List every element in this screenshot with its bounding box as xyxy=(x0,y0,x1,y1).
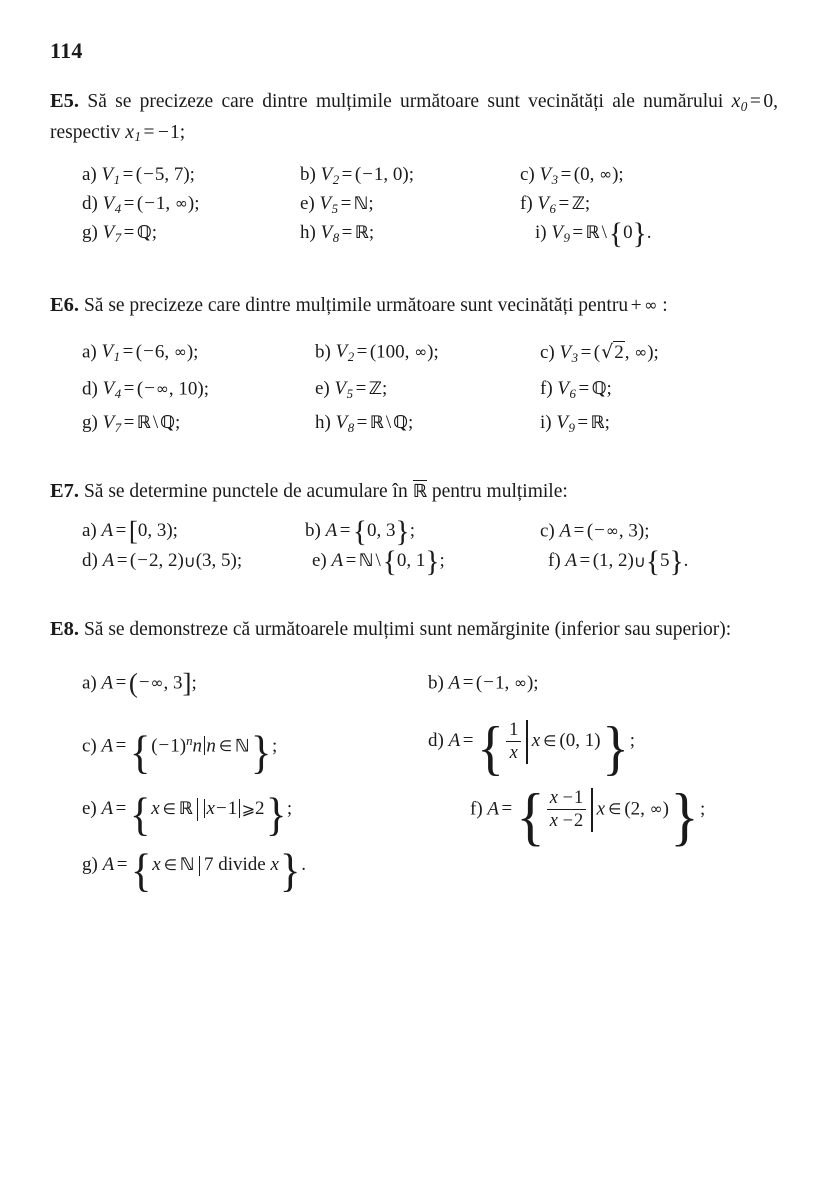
option-row xyxy=(50,516,778,546)
option-E5-f: f) $V_6$ = ℤ; xyxy=(520,193,591,217)
option-E6-c: c) $V_3 = (√2$, ∞); xyxy=(540,333,659,377)
option-E8-e: e) A ={x ∈ ℝ x−1 ⩾2}; xyxy=(82,790,293,842)
exercise-E7 xyxy=(50,478,778,576)
option-row xyxy=(50,218,778,251)
option-E6-f: f) $V_6$ = ℚ; xyxy=(540,378,612,401)
option-E6-i: i) $V_9$ = ℝ; xyxy=(540,412,610,435)
fraction: $\frac{x -1}{x -2}$ xyxy=(547,788,587,831)
option-row xyxy=(50,371,778,407)
option-E7-e: e) A = ℕ \{0, 1}; xyxy=(312,546,445,578)
option-E5-d: d) $V_4 = (-1$, ∞); xyxy=(82,193,200,217)
option-E8-f: f) A ={ $\frac{x -1}{x -2}$ x ∈ (2, ∞)}; xyxy=(470,779,706,852)
exercise-E8-label: E8. xyxy=(50,618,80,640)
exercise-E8-options xyxy=(50,659,778,898)
option-E6-d: d) $V_4$ = (−∞, 10); xyxy=(82,378,209,401)
exercise-E5-options xyxy=(50,160,778,251)
option-E7-f: f) A = (1, 2)∪{5}. xyxy=(548,546,689,578)
option-row xyxy=(50,775,778,852)
exercise-E6-label: E6. xyxy=(50,294,80,316)
exercise-E7-label: E7. xyxy=(50,480,80,502)
r-bar-symbol: ℝ xyxy=(412,481,427,502)
such-that-bar xyxy=(204,736,205,755)
option-E5-b: b) $V_2 = (-1$, 0); xyxy=(300,164,415,188)
option-row xyxy=(50,189,778,218)
exercise-E5-label: E5. xyxy=(50,90,80,112)
exercise-E6-heading xyxy=(50,292,778,319)
such-that-bar xyxy=(591,788,592,832)
option-E8-g: g) A ={x ∈ ℕ 7 divide x}. xyxy=(82,846,306,898)
option-row xyxy=(50,333,778,371)
option-row xyxy=(50,659,778,707)
exercise-E8-heading-text: Să se demonstreze că următoarele mulțimi sunt nemărginite (inferior sau superior): xyxy=(83,619,732,640)
option-E8-c: c) $A =\{(-1)^nn$ n ∈ ℕ}; xyxy=(82,727,278,779)
option-E5-i: i) $V_9$ = ℝ \{0}. xyxy=(535,218,652,251)
exercise-E6-heading-text: Să se precizeze care dintre mulțimile următoare sunt vecinătăți pentru + ∞ : xyxy=(83,295,668,316)
exercise-E5-heading xyxy=(50,88,778,150)
option-E5-g: g) $V_7$ = ℚ; xyxy=(82,222,157,246)
exercise-E7-heading xyxy=(50,478,778,505)
exercise-E6 xyxy=(50,292,778,439)
exercise-E5-heading-text: Să se precizeze care dintre mulțimile următoare sunt vecinătăți ale numărului $x_0 = 0$, respectiv $x_1 = -1$; xyxy=(50,91,779,145)
page-number: 114 xyxy=(50,38,83,63)
fraction: $\frac{1}{x}$ xyxy=(506,720,521,763)
exercise-E6-options xyxy=(50,333,778,439)
option-E7-b: b) A ={0, 3}; xyxy=(305,516,415,548)
option-E5-c: c) $V_3 = (0$, ∞); xyxy=(520,164,624,188)
option-E6-b: b) $V_2 = (100$, ∞); xyxy=(315,341,439,364)
exercise-E8-heading xyxy=(50,616,778,643)
option-E6-h: h) $V_8$ = ℝ \ ℚ; xyxy=(315,412,414,435)
exercise-E5 xyxy=(50,88,779,251)
option-row xyxy=(50,407,778,439)
option-E6-e: e) $V_5$ = ℤ; xyxy=(315,378,388,401)
sqrt-icon: √2 xyxy=(601,341,624,363)
option-E5-a: a) $V_1 = (-5$, 7); xyxy=(82,164,195,188)
such-that-bar xyxy=(199,856,200,876)
option-E6-g: g) $V_7$ = ℝ \ ℚ; xyxy=(82,412,181,435)
option-E7-d: d) A = (−2, 2)∪(3, 5); xyxy=(82,550,243,571)
such-that-bar xyxy=(197,798,198,821)
option-E8-b: b) A = (−1, ∞); xyxy=(428,672,539,694)
option-E8-a: a) A =(−∞, 3]; xyxy=(82,668,197,699)
option-E7-a: a) A =[0, 3); xyxy=(82,516,178,547)
exercise-E8 xyxy=(50,616,778,898)
such-that-bar xyxy=(526,720,527,764)
option-row xyxy=(50,160,778,189)
option-row xyxy=(50,707,778,783)
option-row xyxy=(50,843,778,898)
option-E8-d: d) A ={ $\frac{1}{x}$ x ∈ (0, 1)}; xyxy=(428,715,635,783)
exercise-E7-heading-text: Să se determine punctele de acumulare în ℝ pentru mulțimile: xyxy=(83,481,568,502)
option-row xyxy=(50,546,778,576)
option-E5-e: e) $V_5$ = ℕ; xyxy=(300,193,374,217)
option-E5-h: h) $V_8$ = ℝ; xyxy=(300,222,375,246)
option-E6-a: a) $V_1 = (-6$, ∞); xyxy=(82,341,199,364)
option-E7-c: c) A = (−∞, 3); xyxy=(540,520,650,542)
exercise-E7-options xyxy=(50,516,778,576)
